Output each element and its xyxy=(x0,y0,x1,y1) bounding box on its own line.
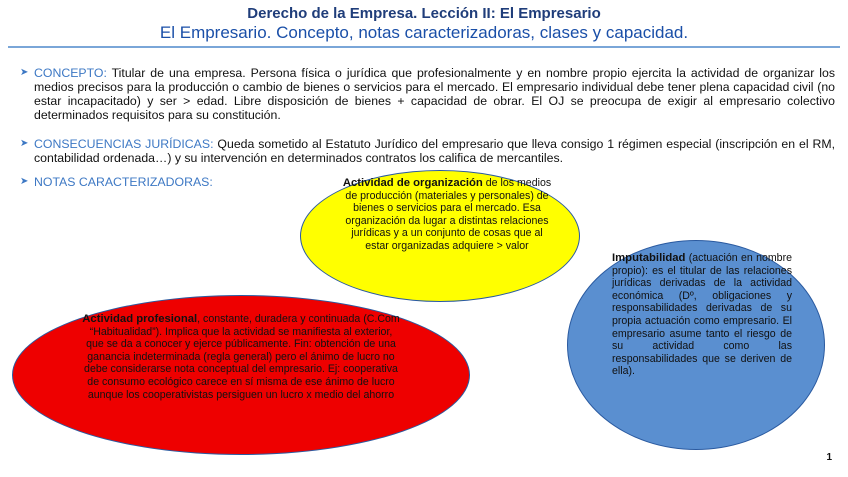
bullet-concepto xyxy=(20,66,835,122)
arrow-bullet-icon: ➤ xyxy=(20,67,29,78)
note-body: (actuación en nombre propio): es el titular de las relaciones jurídicas derivadas de la actividad económica (Dº, obligaciones y responsabilidades derivadas de su propia actuación como empresario. El empresario asume tanto el riesgo de su actividad como las responsabilidades que se deriven de ella). xyxy=(612,252,792,378)
bullet-heading: CONCEPTO: xyxy=(34,66,107,80)
note-body: de los medios de producción (materiales y personales) de bienes o servicios para el mercado. Esa organización da lugar a distintas relaciones jurídicas y a un conjunto de cosas que al estar organizadas adquiere > valor xyxy=(345,177,552,252)
note-title: Actividad de organización xyxy=(342,177,483,189)
title-divider xyxy=(8,46,840,48)
note-body: , constante, duradera y continuada (C.Com “Habitualidad”). Implica que la actividad se manifiesta al exterior, que se da a conocer y ejerce públicamente. Fin: obtención de una ganancia indeterminada (regla general) pero el ánimo de lucro no debe considerarse nota conceptual del empresario. Ej: cooperativa de consumo ecológico carece en sí misma de ese ánimo de lucro aunque los cooperativistas persiguen un lucro x medio del ahorro xyxy=(84,313,400,401)
note-imputabilidad-text xyxy=(612,252,792,378)
slide-subtitle: El Empresario. Concepto, notas caracterizadoras, clases y capacidad. xyxy=(159,23,689,42)
bullet-text: Queda sometido al Estatuto Jurídico del empresario que lleva consigo 1 régimen especial (inscripción en el RM, contabilidad ordenada…) y su intervención en determinados contratos los califica de mercantiles. xyxy=(34,137,836,165)
bullet-text: Titular de una empresa. Persona física o jurídica que profesionalmente y en nombre propio ejercita la actividad de organizar los medios precisos para la producción o cambio de bienes o servicios para el mercado. El empresario individual debe tener plena capacidad civil (no estar incapacitado) y ser > edad. Libre disposición de bienes + capacidad de obrar. El OJ se preocupa de exigir al empresario colectivo determinados requisitos para su constitución. xyxy=(34,66,835,122)
bullet-heading: NOTAS CARACTERIZADORAS: xyxy=(34,175,213,189)
arrow-bullet-icon: ➤ xyxy=(20,138,29,149)
note-profesional-text xyxy=(82,313,400,401)
bullet-heading: CONSECUENCIAS JURÍDICAS: xyxy=(34,137,214,151)
note-title: Imputabilidad xyxy=(612,252,686,264)
note-organizacion-text xyxy=(342,177,552,253)
bullet-consecuencias xyxy=(20,137,835,165)
slide-title: Derecho de la Empresa. Lección II: El Empresario xyxy=(247,5,601,22)
note-title: Actividad profesional xyxy=(82,313,198,325)
page-number: 1 xyxy=(826,452,832,463)
arrow-bullet-icon: ➤ xyxy=(20,176,29,187)
